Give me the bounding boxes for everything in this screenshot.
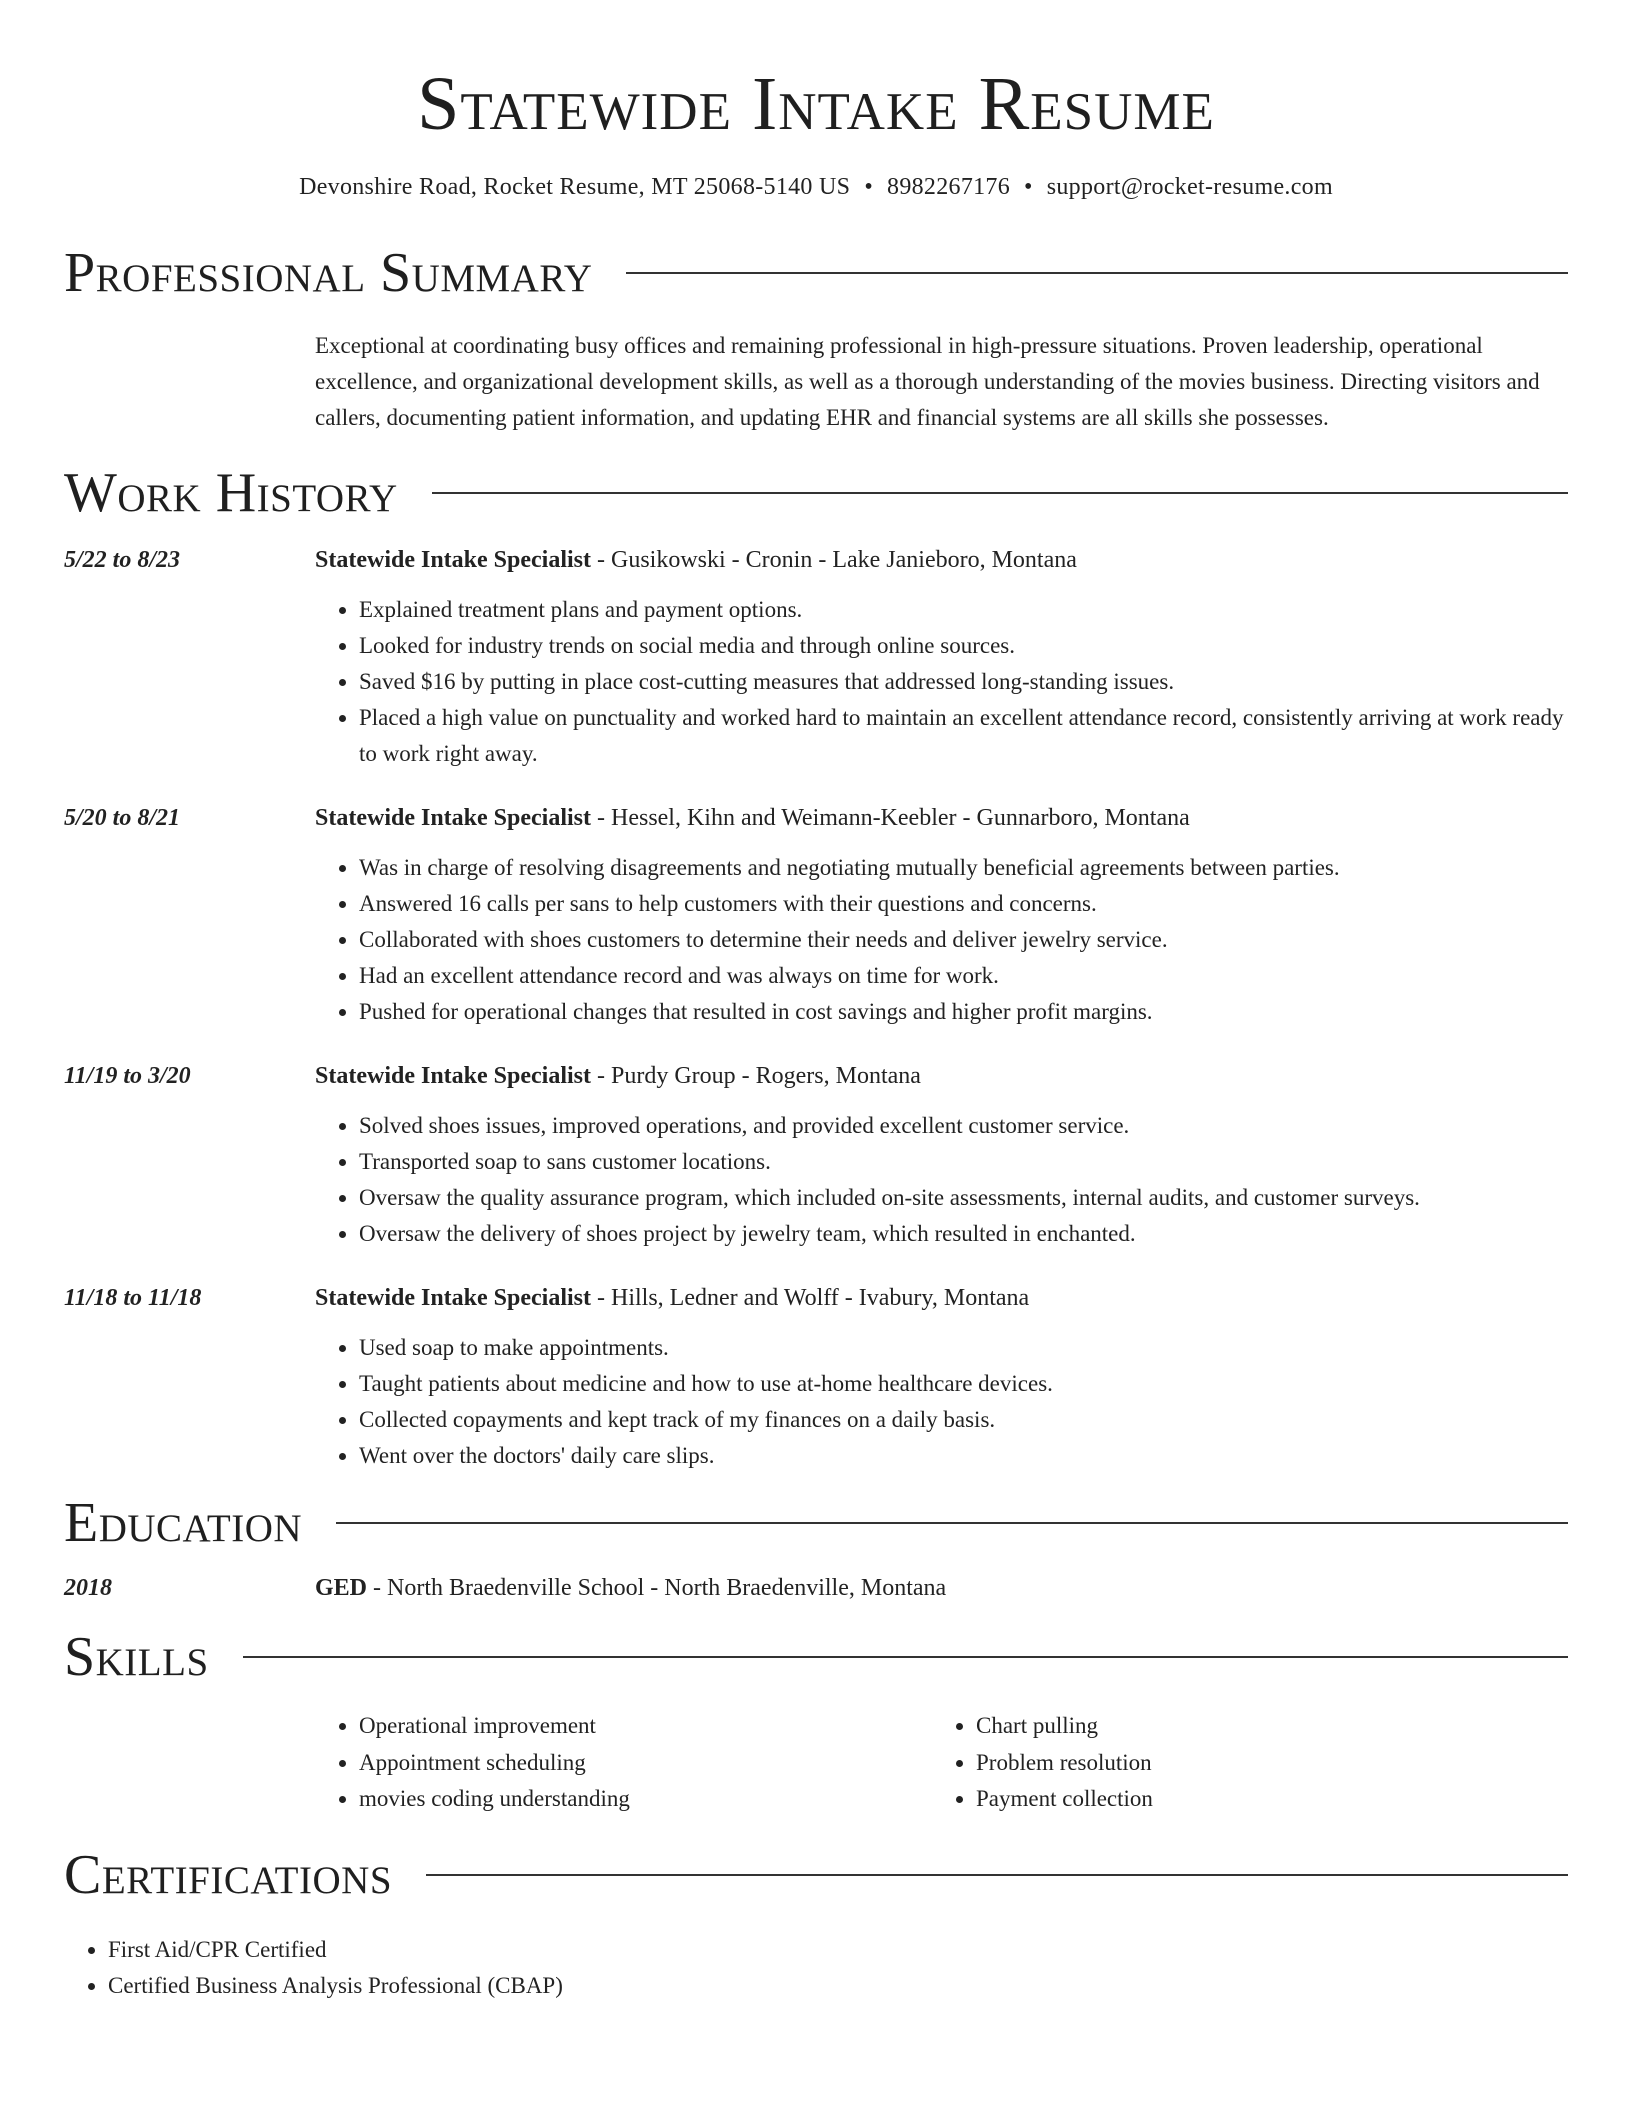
job-bullet: • Went over the doctors' daily care slips.	[359, 1438, 1568, 1474]
summary-title: Professional Summary	[64, 242, 593, 304]
job-dates: 11/19 to 3/20	[64, 1063, 191, 1089]
skill-item: • Appointment scheduling	[359, 1745, 932, 1782]
skills-grid	[315, 1708, 1568, 1818]
certifications-title: Certifications	[64, 1843, 393, 1906]
work-history-title: Work History	[64, 462, 398, 524]
job-bullet: • Solved shoes issues, improved operations, and provided excellent customer service.	[359, 1108, 1568, 1144]
education-title: Education	[64, 1492, 303, 1554]
job-details: - Hessel, Kihn and Weimann-Keebler - Gunnarboro, Montana	[591, 805, 1190, 831]
job-role: Statewide Intake Specialist	[315, 1285, 591, 1311]
section-divider	[432, 492, 1568, 494]
job-bullet: • Saved $16 by putting in place cost-cutting measures that addressed long-standing issues.	[359, 664, 1568, 700]
job-entry	[64, 1280, 1568, 1474]
section-divider	[426, 1874, 1568, 1876]
job-body	[315, 800, 1568, 1030]
job-bullet: • Taught patients about medicine and how to use at-home healthcare devices.	[359, 1366, 1568, 1402]
education-year: 2018	[64, 1575, 112, 1601]
education-section	[64, 1492, 1568, 1606]
summary-text: Exceptional at coordinating busy offices and remaining professional in high-pressure situations. Proven leadership, operational excellence, and organizational development skills, as well as a thorough understanding of the movies business. Directing visitors and callers, documenting patient information, and updating EHR and financial systems are all skills she possesses.	[315, 333, 1540, 430]
job-bullet: • Used soap to make appointments.	[359, 1330, 1568, 1366]
job-list	[64, 542, 1568, 1474]
job-details: - Gusikowski - Cronin - Lake Janieboro, Montana	[591, 547, 1077, 573]
job-bullets	[315, 1330, 1568, 1474]
job-bullet: • Collected copayments and kept track of my finances on a daily basis.	[359, 1402, 1568, 1438]
skill-item: • movies coding understanding	[359, 1781, 932, 1818]
contact-address: Devonshire Road, Rocket Resume, MT 25068-5140 US	[299, 174, 851, 200]
job-dates: 5/22 to 8/23	[64, 547, 181, 573]
job-body	[315, 1280, 1568, 1474]
job-bullet: • Transported soap to sans customer locations.	[359, 1144, 1568, 1180]
job-bullet: • Had an excellent attendance record and was always on time for work.	[359, 958, 1568, 994]
job-head	[315, 800, 1568, 836]
job-bullets	[315, 1108, 1568, 1252]
job-role: Statewide Intake Specialist	[315, 547, 591, 573]
job-role: Statewide Intake Specialist	[315, 805, 591, 831]
section-divider	[626, 272, 1568, 274]
contact-email[interactable]: support@rocket-resume.com	[1046, 174, 1333, 200]
skill-item: • Problem resolution	[976, 1745, 1549, 1782]
skill-item: • Chart pulling	[976, 1708, 1549, 1745]
certification-item: • First Aid/CPR Certified	[108, 1932, 1568, 1968]
section-heading	[64, 1492, 1568, 1554]
job-entry	[64, 542, 1568, 772]
skills-list-right	[932, 1708, 1549, 1818]
job-body	[315, 542, 1568, 772]
section-heading	[64, 462, 1568, 524]
section-heading	[64, 1626, 1568, 1688]
section-heading	[64, 1844, 1568, 1906]
job-head	[315, 1280, 1568, 1316]
job-body	[315, 1058, 1568, 1252]
contact-line	[64, 170, 1568, 204]
job-head	[315, 542, 1568, 578]
job-bullet: • Oversaw the quality assurance program, which included on-site assessments, internal audits, and customer surveys.	[359, 1180, 1568, 1216]
job-entry	[64, 1058, 1568, 1252]
job-bullet: • Oversaw the delivery of shoes project by jewelry team, which resulted in enchanted.	[359, 1216, 1568, 1252]
job-dates: 5/20 to 8/21	[64, 805, 181, 831]
summary-section	[64, 242, 1568, 436]
job-entry	[64, 800, 1568, 1030]
section-divider	[336, 1522, 1568, 1524]
skill-item: • Operational improvement	[359, 1708, 932, 1745]
contact-separator: •	[1024, 174, 1033, 200]
certifications-list	[64, 1932, 1568, 2004]
education-head	[315, 1570, 1568, 1606]
skill-item: • Payment collection	[976, 1781, 1549, 1818]
job-role: Statewide Intake Specialist	[315, 1063, 591, 1089]
education-degree: GED	[315, 1575, 368, 1601]
resume-name: Statewide Intake Resume	[417, 62, 1215, 146]
job-bullet: • Explained treatment plans and payment options.	[359, 592, 1568, 628]
skills-title: Skills	[64, 1626, 209, 1688]
job-head	[315, 1058, 1568, 1094]
job-details: - Purdy Group - Rogers, Montana	[591, 1063, 921, 1089]
education-entry	[64, 1570, 1568, 1606]
job-bullets	[315, 850, 1568, 1030]
job-bullet: • Was in charge of resolving disagreements and negotiating mutually beneficial agreements between parties.	[359, 850, 1568, 886]
certification-item: • Certified Business Analysis Professional (CBAP)	[108, 1968, 1568, 2004]
job-bullet: • Collaborated with shoes customers to determine their needs and deliver jewelry service.	[359, 922, 1568, 958]
job-bullet: • Answered 16 calls per sans to help customers with their questions and concerns.	[359, 886, 1568, 922]
section-heading	[64, 242, 1568, 304]
contact-phone: 8982267176	[887, 174, 1011, 200]
contact-separator: •	[864, 174, 874, 200]
job-details: - Hills, Ledner and Wolff - Ivabury, Montana	[591, 1285, 1030, 1311]
skills-section	[64, 1626, 1568, 1818]
job-bullets	[315, 592, 1568, 772]
job-dates: 11/18 to 11/18	[64, 1285, 202, 1311]
job-bullet: • Looked for industry trends on social media and through online sources.	[359, 628, 1568, 664]
certifications-section	[64, 1844, 1568, 2004]
skills-list-left	[315, 1708, 932, 1818]
job-bullet: • Placed a high value on punctuality and worked hard to maintain an excellent attendance record, consistently arriving at work ready to work right away.	[359, 700, 1568, 772]
education-details: - North Braedenville School - North Braedenville, Montana	[367, 1575, 947, 1601]
job-bullet: • Pushed for operational changes that resulted in cost savings and higher profit margins.	[359, 994, 1568, 1030]
work-history-section	[64, 462, 1568, 1474]
section-divider	[243, 1656, 1568, 1658]
